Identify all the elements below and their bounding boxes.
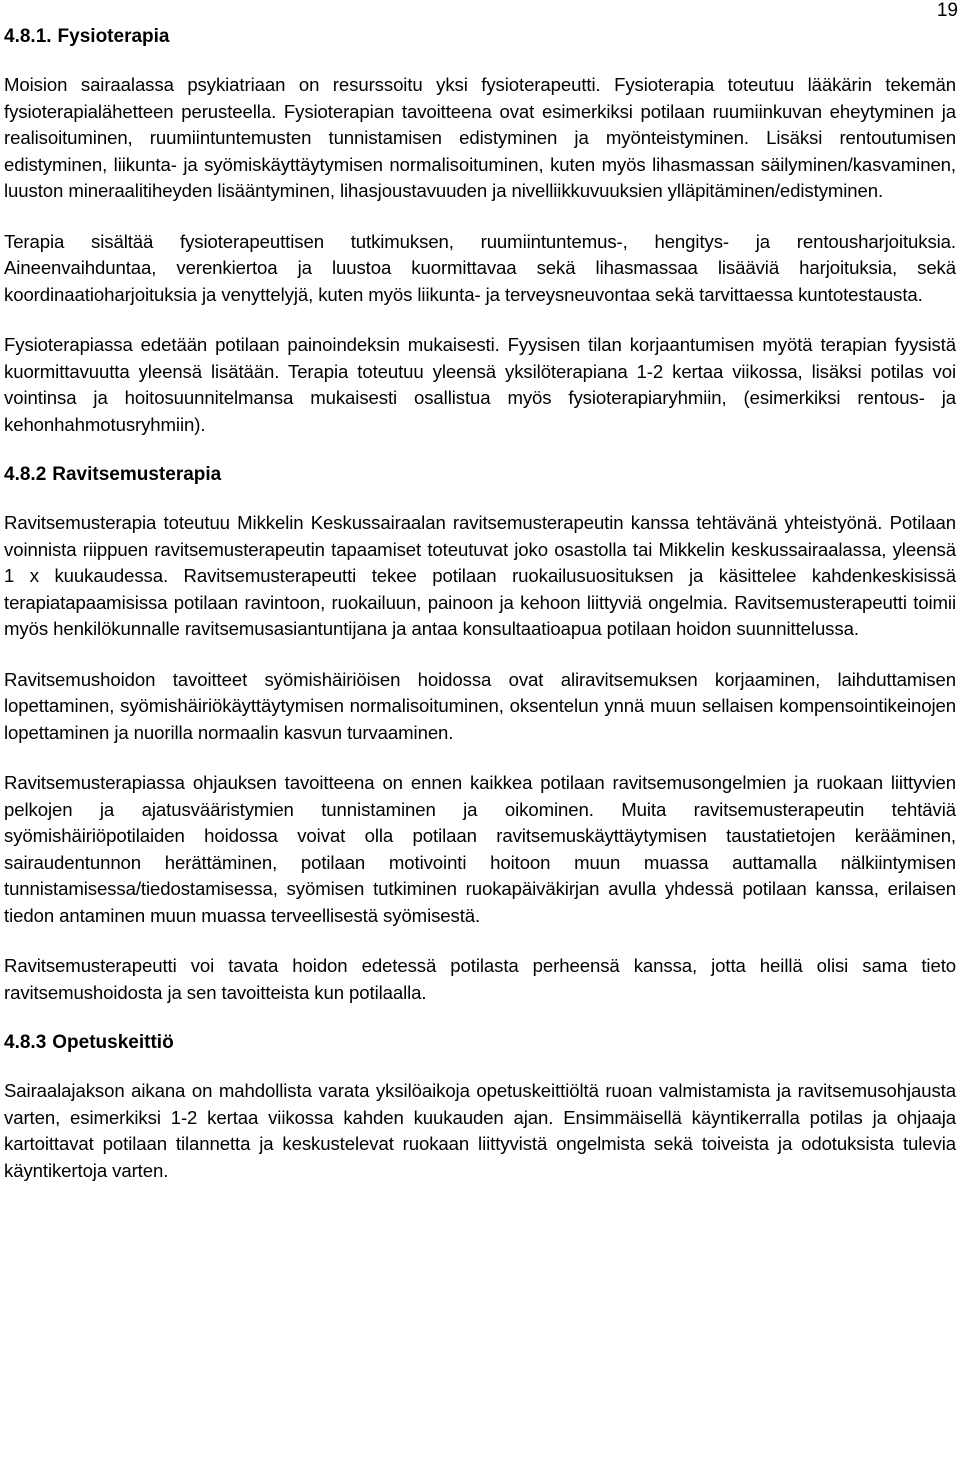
- section-title: Opetuskeittiö: [52, 1032, 174, 1053]
- page-number: 19: [936, 0, 958, 21]
- section-fysioterapia: [4, 24, 956, 462]
- document-content: [4, 24, 956, 1184]
- section-number: 4.8.3: [4, 1032, 47, 1053]
- section-heading: [4, 1030, 956, 1055]
- section-opetuskeittio: [4, 1030, 956, 1184]
- section-number: 4.8.2: [4, 464, 47, 485]
- paragraph: Fysioterapiassa edetään potilaan painoindeksin mukaisesti. Fyysisen tilan korjaantumisen myötä terapian fyysistä kuormittavuutta yleensä lisätään. Terapia toteutuu yleensä yksilöterapiana 1-2 kertaa viikossa, lisäksi potilas voi vointinsa ja hoitosuunnitelmansa mukaisesti osallistua myös fysioterapiaryhmiin, (esimerkiksi rentous- ja kehonhahmotusryhmiin).: [4, 334, 956, 435]
- section-title: Ravitsemusterapia: [52, 464, 222, 485]
- paragraph: Ravitsemushoidon tavoitteet syömishäiriöisen hoidossa ovat aliravitsemuksen korjaaminen, laihduttamisen lopettaminen, syömishäiriökäyttäytymisen normalisoituminen, oksentelun ynnä muun sellaisen kompensointikeinojen lopettaminen ja nuorilla normaalin kasvun turvaaminen.: [4, 668, 956, 743]
- paragraph: Ravitsemusterapiassa ohjauksen tavoitteena on ennen kaikkea potilaan ravitsemusongelmien ja ruokaan liittyvien pelkojen ja ajatusvääristymien tunnistaminen ja oikominen. Muita ravitsemusterapeutin tehtäviä syömishäiriöpotilaiden hoidossa voivat olla potilaan ravitsemuskäyttäytymisen taustatietojen kerääminen, sairaudentunnon herättäminen, potilaan motivointi hoitoon muun muassa auttamalla nälkiintymisen tunnistamisessa/tiedostamisessa, syömisen tutkiminen ruokapäiväkirjan avulla yhdessä potilaan kanssa, erilaisen tiedon antaminen muun muassa terveellisestä syömisestä.: [4, 772, 956, 926]
- section-title: Fysioterapia: [57, 26, 170, 47]
- section-number: 4.8.1.: [4, 26, 52, 47]
- paragraph: Ravitsemusterapia toteutuu Mikkelin Keskussairaalan ravitsemusterapeutin kanssa tehtävänä yhteistyönä. Potilaan voinnista riippuen ravitsemusterapeutin tapaamiset toteutuvat joko osastolla tai Mikkelin keskussairaalassa, yleensä 1 x kuukaudessa. Ravitsemusterapeutti tekee potilaan ruokailusuosituksen ja käsittelee kahdenkeskisissä terapiatapaamisissa potilaan ravintoon, ruokailuun, painoon ja kehoon liittyviä ongelmia. Ravitsemusterapeutti toimii myös henkilökunnalle ravitsemusasiantuntijana ja antaa konsultaatioapua potilaan hoidon suunnittelussa.: [4, 512, 956, 639]
- paragraph: Terapia sisältää fysioterapeuttisen tutkimuksen, ruumiintuntemus-, hengitys- ja rentousharjoituksia. Aineenvaihduntaa, verenkiertoa ja luustoa kuormittavaa sekä lihasmassaa lisääviä harjoituksia, sekä koordinaatioharjoituksia ja venyttelyjä, kuten myös liikunta- ja terveysneuvontaa sekä tarvittaessa kuntotestausta.: [4, 230, 956, 305]
- section-heading: [4, 462, 956, 487]
- paragraph: Sairaalajakson aikana on mahdollista varata yksilöaikoja opetuskeittiöltä ruoan valmistamista ja ravitsemusohjausta varten, esimerkiksi 1-2 kertaa viikossa kahden kuukauden ajan. Ensimmäisellä käyntikerralla potilas ja ohjaaja kartoittavat potilaan tilannetta ja keskustelevat ruokaan liittyvistä ongelmista sekä toiveista ja odotuksista tulevia käyntikertoja varten.: [4, 1080, 956, 1181]
- section-ravitsemusterapia: [4, 462, 956, 1030]
- paragraph: Moision sairaalassa psykiatriaan on resurssoitu yksi fysioterapeutti. Fysioterapia toteutuu lääkärin tekemän fysioterapialähetteen perusteella. Fysioterapian tavoitteena ovat esimerkiksi potilaan ruumiinkuvan eheytyminen ja realisoituminen, ruumiintuntemusten tunnistamisen edistyminen ja myönteistyminen. Lisäksi rentoutumisen edistyminen, liikunta- ja syömiskäyttäytymisen normalisoituminen, kuten myös lihasmassan säilyminen/kasvaminen, luuston mineraalitiheyden lisääntyminen, lihasjoustavuuden ja nivelliikkuvuuksien ylläpitäminen/edistyminen.: [4, 74, 956, 201]
- paragraph: Ravitsemusterapeutti voi tavata hoidon edetessä potilasta perheensä kanssa, jotta heillä olisi sama tieto ravitsemushoidosta ja sen tavoitteista kun potilaalla.: [4, 955, 956, 1003]
- section-heading: [4, 24, 956, 49]
